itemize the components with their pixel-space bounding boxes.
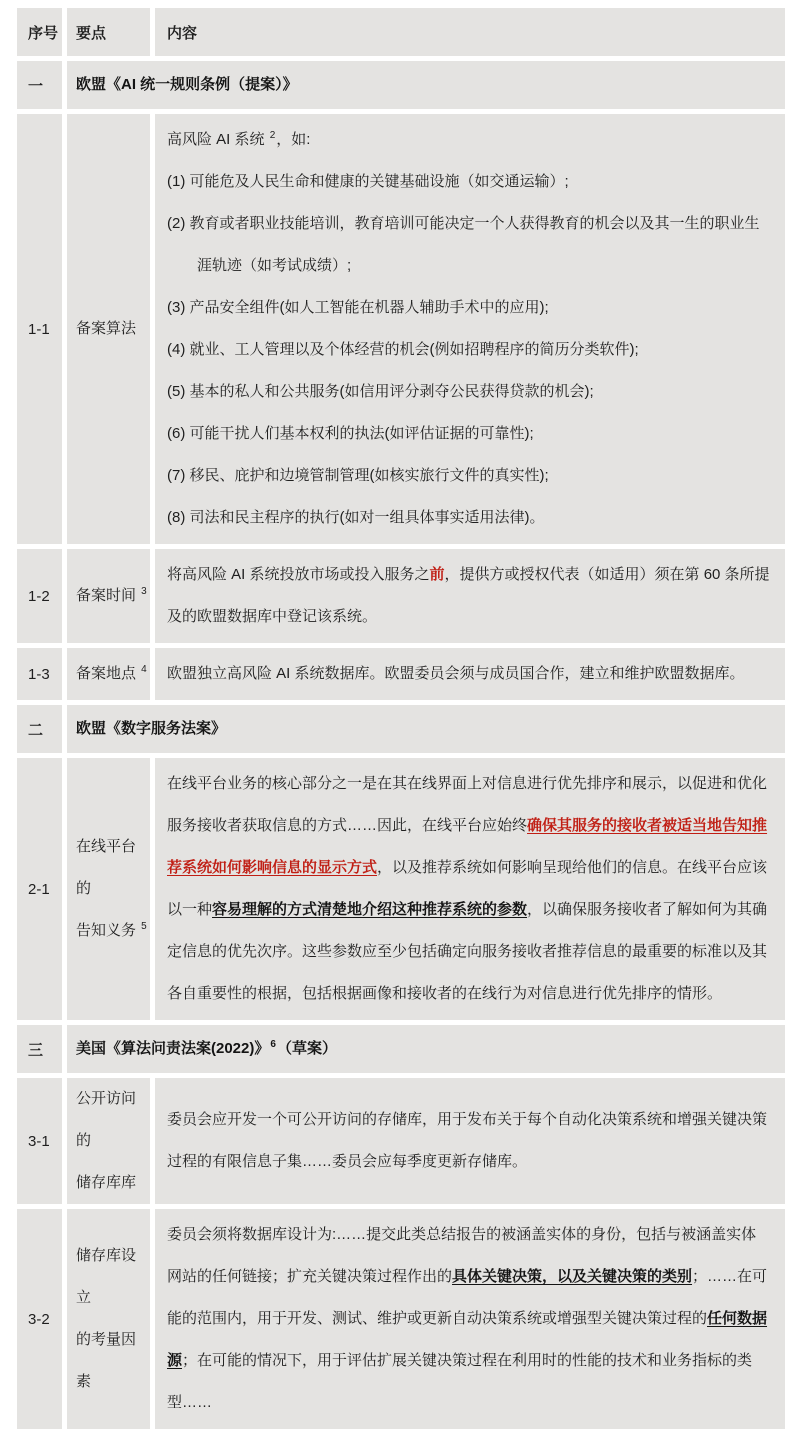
text-segment: 储存库库 bbox=[76, 1174, 137, 1191]
point-cell bbox=[67, 758, 150, 1020]
text-segment: 任何数据源 bbox=[167, 1310, 768, 1369]
seq-cell: 3-2 bbox=[17, 1209, 62, 1429]
text-segment: 的考量因素 bbox=[76, 1331, 137, 1390]
text-segment: （草案） bbox=[276, 1040, 337, 1057]
seq-cell: 1-3 bbox=[17, 648, 62, 700]
seq-cell: 1-1 bbox=[17, 114, 62, 544]
section-row-eu-dsa bbox=[17, 705, 785, 753]
content-cell bbox=[155, 114, 785, 544]
text-segment: 在线平台业务的核心部分之一是在其在线界面上对信息进行优先排序和展示，以促进和优化服务接收者获取信息的方式……因此，在线平台应始终 bbox=[167, 775, 768, 834]
row-3-2 bbox=[17, 1209, 785, 1429]
text-segment: 公开访问的 bbox=[76, 1090, 137, 1149]
section-row-eu-ai-act bbox=[17, 61, 785, 109]
text-segment: 5 bbox=[141, 921, 147, 932]
section-number: 一 bbox=[17, 61, 62, 109]
text-segment: 备案时间 bbox=[76, 587, 141, 604]
text-segment: 6 bbox=[270, 1039, 276, 1050]
section-title bbox=[67, 705, 785, 753]
header-col-content: 内容 bbox=[155, 8, 785, 56]
row-1-2 bbox=[17, 549, 785, 643]
text-segment: 欧盟独立高风险 AI 系统数据库。欧盟委员会须与成员国合作，建立和维护欧盟数据库。 bbox=[167, 665, 745, 682]
row-1-3 bbox=[17, 648, 785, 700]
text-segment: ，提供方或授权代表（如适用）须在第 60 条所提及的欧盟数据库中登记该系统。 bbox=[167, 566, 770, 625]
text-segment: 3 bbox=[141, 586, 147, 597]
text-segment: (2) 教育或者职业技能培训，教育培训可能决定一个人获得教育的机会以及其一生的职业生涯轨迹（如考试成绩）; bbox=[167, 215, 760, 274]
text-segment: (8) 司法和民主程序的执行(如对一组具体事实适用法律)。 bbox=[167, 509, 545, 526]
section-number: 三 bbox=[17, 1025, 62, 1073]
text-segment: ；……在可能的范围内，用于开发、测试、维护或更新自动决策系统或增强型关键决策过程的 bbox=[167, 1268, 768, 1327]
text-segment: 委员会应开发一个可公开访问的存储库，用于发布关于每个自动化决策系统和增强关键决策过程的有限信息子集……委员会应每季度更新存储库。 bbox=[167, 1111, 768, 1170]
header-col-seq: 序号 bbox=[17, 8, 62, 56]
section-number: 二 bbox=[17, 705, 62, 753]
point-cell bbox=[67, 1209, 150, 1429]
seq-cell: 3-1 bbox=[17, 1078, 62, 1204]
text-segment: 具体关键决策，以及关键决策的类别 bbox=[452, 1268, 693, 1285]
point-cell bbox=[67, 549, 150, 643]
text-segment: 告知义务 bbox=[76, 922, 141, 939]
text-segment: 将高风险 AI 系统投放市场或投入服务之 bbox=[167, 566, 430, 583]
text-segment: (6) 可能干扰人们基本权利的执法(如评估证据的可靠性); bbox=[167, 425, 534, 442]
text-segment: 委员会须将数据库设计为:……提交此类总结报告的被涵盖实体的身份，包括与被涵盖实体网站的任何链接；扩充关键决策过程作出的 bbox=[167, 1226, 757, 1285]
text-segment: 美国《算法问责法案(2022)》 bbox=[76, 1040, 270, 1057]
text-segment: 备案算法 bbox=[76, 320, 137, 337]
text-segment: 在线平台的 bbox=[76, 838, 137, 897]
text-segment: 欧盟《AI 统一规则条例（提案）》 bbox=[76, 76, 298, 93]
content-cell bbox=[155, 1078, 785, 1204]
header-row bbox=[17, 8, 785, 56]
header-col-point: 要点 bbox=[67, 8, 150, 56]
text-segment: 高风险 AI 系统 bbox=[167, 131, 269, 148]
text-segment: 储存库设立 bbox=[76, 1247, 137, 1306]
row-3-1 bbox=[17, 1078, 785, 1204]
text-segment: 欧盟《数字服务法案》 bbox=[76, 720, 227, 737]
content-cell bbox=[155, 549, 785, 643]
content-cell bbox=[155, 758, 785, 1020]
seq-cell: 1-2 bbox=[17, 549, 62, 643]
seq-cell: 2-1 bbox=[17, 758, 62, 1020]
text-segment: ，如: bbox=[276, 131, 311, 148]
text-segment: (4) 就业、工人管理以及个体经营的机会(例如招聘程序的简历分类软件); bbox=[167, 341, 639, 358]
text-segment: 备案地点 bbox=[76, 665, 141, 682]
section-title bbox=[67, 1025, 785, 1073]
text-segment: ，以及推荐系统如何影响呈现给他们的信息。在线平台应该以一种 bbox=[167, 859, 768, 918]
content-cell bbox=[155, 648, 785, 700]
text-segment: (5) 基本的私人和公共服务(如信用评分剥夺公民获得贷款的机会); bbox=[167, 383, 594, 400]
row-1-1 bbox=[17, 114, 785, 544]
text-segment: 前 bbox=[429, 566, 445, 583]
text-segment: 4 bbox=[141, 664, 147, 675]
text-segment: (7) 移民、庇护和边境管制管理(如核实旅行文件的真实性); bbox=[167, 467, 549, 484]
text-segment: 容易理解的方式清楚地介绍这种推荐系统的参数 bbox=[212, 901, 528, 918]
section-title bbox=[67, 61, 785, 109]
text-segment: (1) 可能危及人民生命和健康的关键基础设施（如交通运输）; bbox=[167, 173, 569, 190]
regulation-table bbox=[17, 8, 785, 1429]
point-cell bbox=[67, 648, 150, 700]
row-2-1 bbox=[17, 758, 785, 1020]
text-segment: (3) 产品安全组件(如人工智能在机器人辅助手术中的应用); bbox=[167, 299, 549, 316]
section-row-us-algorithmic-accountability-act bbox=[17, 1025, 785, 1073]
text-segment: 2 bbox=[269, 130, 276, 141]
point-cell bbox=[67, 1078, 150, 1204]
point-cell bbox=[67, 114, 150, 544]
text-segment: 确保其服务的接收者被适当地告知推荐系统如何影响信息的显示方式 bbox=[167, 817, 768, 876]
content-cell bbox=[155, 1209, 785, 1429]
text-segment: ；在可能的情况下，用于评估扩展关键决策过程在利用时的性能的技术和业务指标的类型…… bbox=[167, 1352, 753, 1411]
text-segment: ，以确保服务接收者了解如何为其确定信息的优先次序。这些参数应至少包括确定向服务接收者推荐信息的最重要的标准以及其各自重要性的根据，包括根据画像和接收者的在线行为对信息进行优先排序的情形。 bbox=[167, 901, 768, 1002]
